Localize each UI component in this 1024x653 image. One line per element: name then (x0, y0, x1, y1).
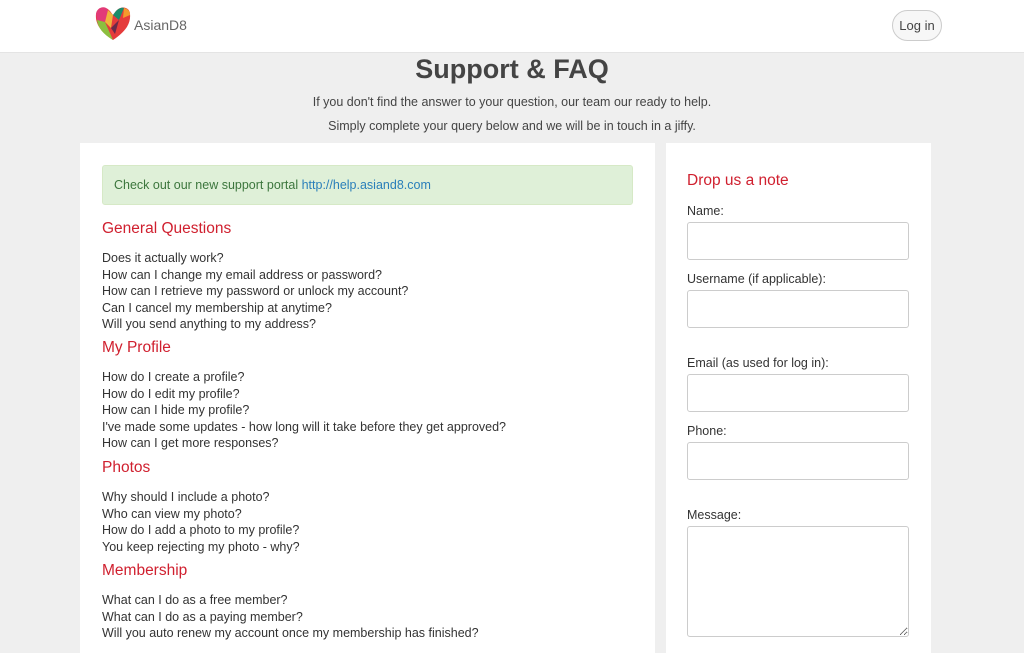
faq-question-link[interactable]: Why should I include a photo? (102, 490, 270, 504)
form-title: Drop us a note (687, 172, 789, 189)
faq-section (102, 220, 408, 333)
faq-question-link[interactable]: How can I change my email address or password? (102, 267, 382, 282)
faq-question-link[interactable]: How can I get more responses? (102, 436, 279, 450)
faq-section (102, 459, 300, 555)
username-label: Username (if applicable): (687, 272, 826, 286)
faq-section (102, 562, 479, 642)
name-field[interactable] (687, 222, 909, 260)
faq-section (102, 339, 506, 452)
page-subtitle: If you don't find the answer to your question, our team our ready to help. (312, 95, 712, 109)
login-button[interactable]: Log in (892, 10, 942, 41)
name-label: Name: (687, 204, 724, 218)
email-label: Email (as used for log in): (687, 356, 829, 370)
faq-question-link[interactable]: Who can view my photo? (102, 506, 242, 521)
faq-question-link[interactable]: How can I hide my profile? (102, 403, 250, 417)
faq-question-link[interactable]: You keep rejecting my photo - why? (102, 539, 300, 554)
faq-question-link[interactable]: How do I add a photo to my profile? (102, 523, 300, 537)
faq-section-heading: General Questions (102, 220, 232, 237)
asiand8-logo[interactable] (93, 4, 133, 42)
email-field[interactable] (687, 374, 909, 412)
faq-question-link[interactable]: What can I do as a free member? (102, 593, 288, 607)
faq-question-link[interactable]: I've made some updates - how long will it take before they get approved? (102, 419, 507, 434)
faq-panel (80, 143, 655, 653)
faq-section-heading: Photos (102, 459, 151, 476)
phone-field[interactable] (687, 442, 909, 480)
page-subtitle: Simply complete your query below and we will be in touch in a jiffy. (328, 119, 696, 133)
faq-section-heading: My Profile (102, 339, 171, 356)
alert-text: Check out our new support portal (114, 178, 302, 192)
contact-form (666, 143, 931, 653)
faq-question-link[interactable]: Does it actually work? (102, 251, 224, 265)
site-header (0, 0, 1024, 53)
username-field[interactable] (687, 290, 909, 328)
brand-name: AsianD8 (134, 17, 187, 33)
support-portal-alert (102, 165, 633, 205)
faq-section-heading: Membership (102, 562, 188, 579)
message-label: Message: (687, 508, 742, 522)
faq-question-link[interactable]: Will you send anything to my address? (102, 317, 316, 331)
faq-question-link[interactable]: Will you auto renew my account once my membership has finished? (102, 626, 479, 640)
faq-question-link[interactable]: How do I create a profile? (102, 370, 245, 384)
faq-question-link[interactable]: How can I retrieve my password or unlock my account? (102, 284, 409, 298)
faq-question-link[interactable]: How do I edit my profile? (102, 386, 240, 401)
faq-question-link[interactable]: What can I do as a paying member? (102, 609, 303, 624)
faq-question-link[interactable]: Can I cancel my membership at anytime? (102, 300, 332, 315)
support-portal-link[interactable]: http://help.asiand8.com (301, 178, 431, 192)
message-field[interactable] (687, 526, 909, 637)
phone-label: Phone: (687, 424, 727, 438)
page-title: Support & FAQ (415, 54, 609, 84)
